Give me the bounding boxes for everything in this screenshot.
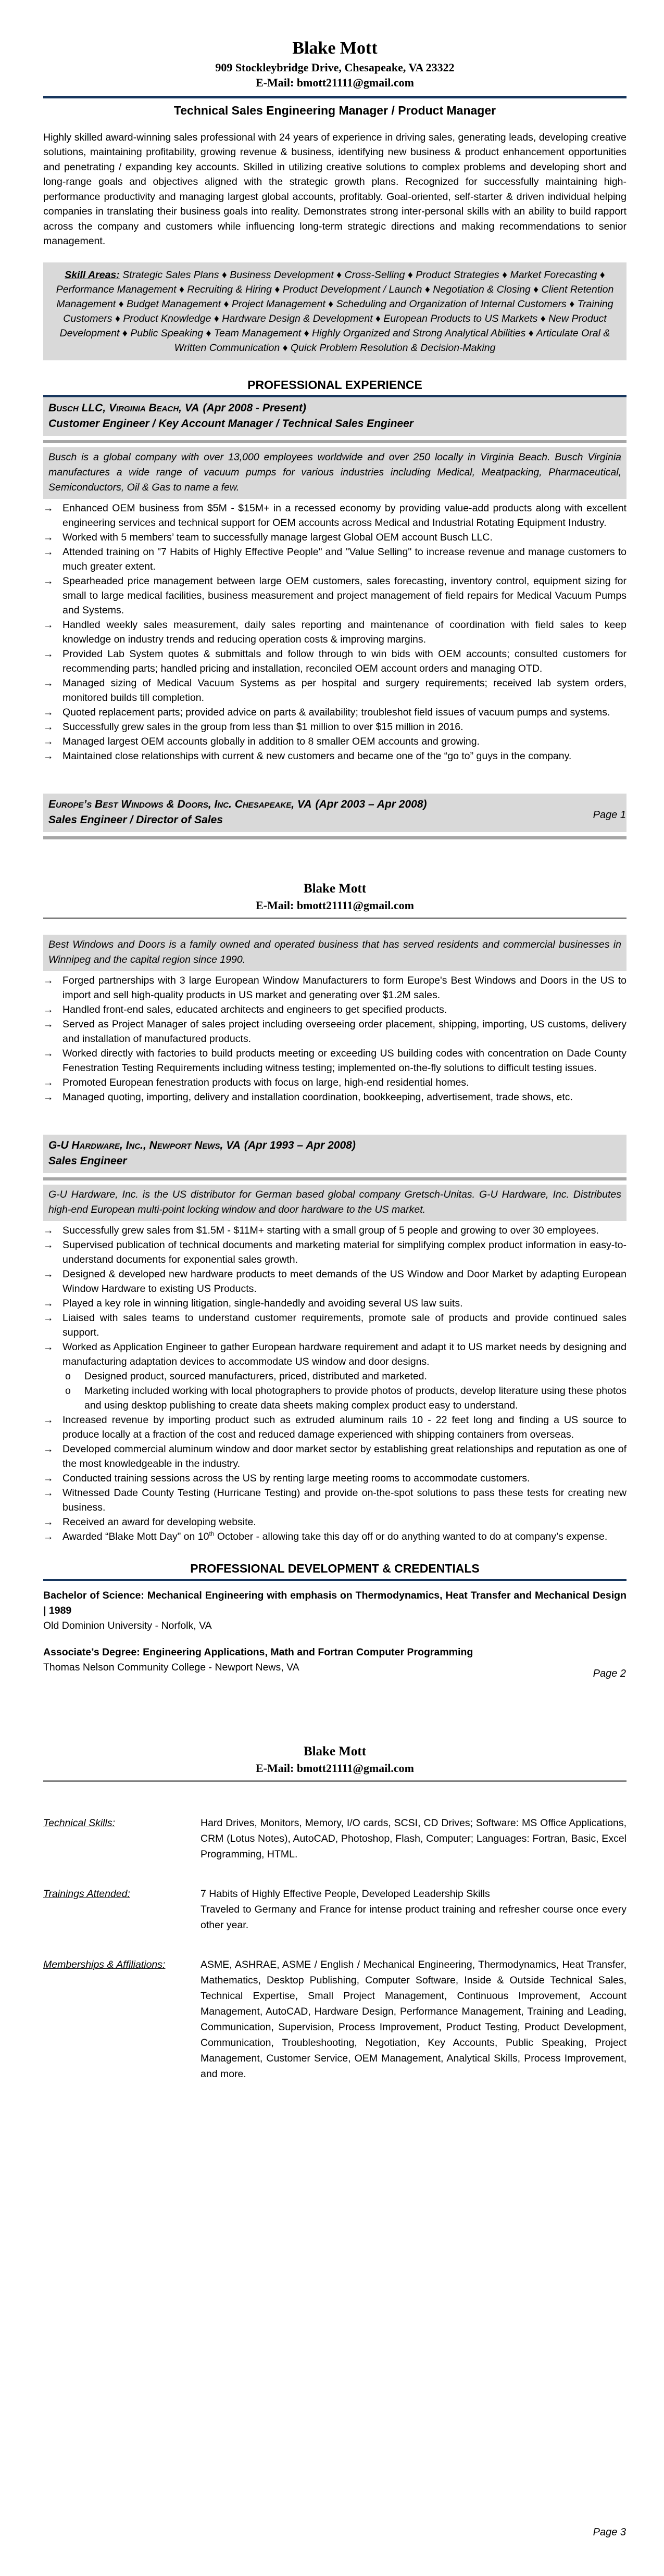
arrow-bullet-icon: → (43, 1019, 54, 1031)
arrow-bullet-icon: → (43, 1312, 54, 1324)
summary-paragraph: Highly skilled award-winning sales professional with 24 years of experience in driving sales, generating leads, developing creative solutions, maintaining profitability, growing revenue & business, identifying new business & product enhancement opportunities and penetrating / expanding key accounts. Skilled in utilizing creative solutions to complex problems and developing short and long-range goals and objectives aligned with the strategic growth plans. Recognized for successfully maintaining high-performance productivity and managing largest global accounts, profitably. Goal-oriented, self-starter & driven individual helping companies in translating their business goals into reality. Demonstrates strong inter-personal skills with an ability to build rapport across the company and customers while influencing long-term strategic directions and making recommendations to senior management. (43, 131, 627, 247)
arrow-bullet-icon: → (43, 546, 54, 558)
trainings-line-1: 7 Habits of Highly Effective People, Developed Leadership Skills (201, 1888, 490, 1900)
list-item: → Worked with 5 members’ team to successfully manage largest Global OEM account Busch LLC. (43, 530, 627, 545)
arrow-bullet-icon: → (43, 1004, 54, 1016)
job-bullet-list (43, 1223, 627, 1544)
resume-email: E-Mail: bmott21111@gmail.com (256, 76, 414, 90)
list-item: → Conducted training sessions across the US by renting large meeting rooms to accommodate customers. (43, 1471, 627, 1486)
job-description: Best Windows and Doors is a family owned and operated business that has served residents and commercial businesses in Winnipeg and the capital region since 1990. (43, 935, 627, 971)
job-busch (43, 397, 627, 763)
list-item: → Promoted European fenestration products with focus on large, high-end residential homes. (43, 1075, 627, 1090)
job-company: Europe’s Best Windows & Doors, Inc. Chesapeake, VA (48, 798, 312, 810)
arrow-bullet-icon: → (43, 1225, 54, 1237)
credentials-label: Trainings Attended: (43, 1888, 130, 1900)
section-heading-credentials: PROFESSIONAL DEVELOPMENT & CREDENTIALS (190, 1562, 480, 1576)
list-item: → Handled weekly sales measurement, daily sales reporting and maintenance of coordination with field sales to keep knowledge on industry trends and reducing operation costs & improving margins. (43, 618, 627, 647)
arrow-bullet-icon: → (43, 502, 54, 514)
job-divider (43, 836, 627, 839)
sub-list-item: o Designed product, sourced manufacturers, priced, distributed and marketed. (65, 1369, 627, 1384)
list-item: → Quoted replacement parts; provided advice on parts & availability; troubleshot field issues of vacuum pumps and systems. (43, 705, 627, 720)
header-rule (43, 96, 627, 98)
job-company-line (48, 400, 621, 416)
credentials-label: Memberships & Affiliations: (43, 1959, 166, 1971)
list-item: → Awarded “Blake Mott Day” on 10th October - allowing take this day off or do anything wanted to do at company’s expense. (43, 1529, 627, 1544)
arrow-bullet-icon: → (43, 1414, 54, 1426)
arrow-bullet-icon: → (43, 1516, 54, 1528)
arrow-bullet-icon: → (43, 1298, 54, 1310)
list-item: → Managed sizing of Medical Vacuum Systems as per hospital and surgery requirements; received lab system orders, monitored builds till completion. (43, 676, 627, 705)
credentials-row-memberships (43, 1957, 627, 2082)
page-number: Page 3 (593, 2527, 626, 2538)
job-divider (43, 440, 627, 443)
section-rule (43, 1579, 627, 1581)
role-title: Technical Sales Engineering Manager / Product Manager (173, 103, 496, 117)
superscript-th: th (209, 1530, 215, 1538)
arrow-bullet-icon: → (43, 1443, 54, 1455)
skill-areas-label: Skill Areas: (65, 269, 120, 281)
page-number: Page 2 (593, 1668, 626, 1679)
list-item: → Designed & developed new hardware products to meet demands of the US Window and Door Market by adapting European Window Hardware to existing US Products. (43, 1267, 627, 1296)
job-bullet-list (43, 501, 627, 763)
resume-address: 909 Stockleybridge Drive, Chesapeake, VA 23322 (215, 60, 455, 74)
list-item: → Maintained close relationships with current & new customers and became one of the “go to” guys in the company. (43, 749, 627, 763)
resume-email: E-Mail: bmott21111@gmail.com (256, 898, 414, 912)
arrow-bullet-icon: → (43, 1341, 54, 1353)
job-gu-hardware (43, 1135, 627, 1544)
credentials-row-trainings (43, 1886, 627, 1933)
list-item: → Successfully grew sales from $1.5M - $11M+ starting with a small group of 5 people and growing to over 30 employees. (43, 1223, 627, 1238)
section-heading-experience: PROFESSIONAL EXPERIENCE (247, 378, 422, 392)
job-dates: (Apr 1993 – Apr 2008) (244, 1139, 356, 1152)
job-title: Sales Engineer (48, 1155, 127, 1167)
job-dates: (Apr 2003 – Apr 2008) (315, 798, 427, 810)
degree-associate: Associate’s Degree: Engineering Applications, Math and Fortran Computer Programming (43, 1647, 473, 1658)
arrow-bullet-icon: → (43, 677, 54, 689)
job-title: Sales Engineer / Director of Sales (48, 813, 223, 826)
list-item: → Successfully grew sales in the group from less than $1 million to over $15 million in 2016. (43, 720, 627, 734)
credentials-label: Technical Skills: (43, 1817, 116, 1829)
credentials-value: ASME, ASHRAE, ASME / English / Mechanical Engineering, Thermodynamics, Heat Transfer, Mathematics, Desktop Publishing, Computer Software, Inside & Outside Technical Sales, Technical Expertise, Small Project Management, Continuous Improvement, Account Management, AutoCAD, Hardware Design, Performance Management, Training and Leading, Communication, Supervision, Process Improvement, Product Testing, Product Development, Communication, Troubleshooting, Negotiation, Key Accounts, Public Speaking, Project Management, Customer Service, OEM Management, Analytical Skills, Process Improvement, and more. (201, 1959, 627, 2080)
page-number: Page 1 (593, 809, 626, 821)
arrow-bullet-icon: → (43, 735, 54, 747)
job-company: Busch LLC, Virginia Beach, VA (48, 401, 199, 414)
list-item: → Increased revenue by importing product such as extruded aluminum rails 10 - 22 feet long and finding a US source to produce locally at a fraction of the cost and reduced damage experienced with shipping containers from overseas. (43, 1413, 627, 1442)
list-item: → Supervised publication of technical documents and marketing material for simplifying complex product information in easy-to-understand documents for exponential sales growth. (43, 1238, 627, 1267)
arrow-bullet-icon: → (43, 531, 54, 543)
job-description: Busch is a global company with over 13,000 employees worldwide and over 250 locally in Virginia Beach. Busch Virginia manufactures a wide range of vacuum pumps for various industries including Medical, Meatpacking, Pharmaceutical, Semiconductors, Oil & Gas to name a few. (43, 447, 627, 499)
arrow-bullet-icon: → (43, 975, 54, 987)
list-item: → Worked as Application Engineer to gather European hardware requirement and adapt it to US market needs by designing and manufacturing adaptation devices to accommodate US window and door designs. (43, 1340, 627, 1369)
job-description: G-U Hardware, Inc. is the US distributor for German based global company Gretsch-Unitas. G-U Hardware, Inc. Distributes high-end European multi-point locking window and door hardware to the US market. (43, 1185, 627, 1221)
arrow-bullet-icon: → (43, 1048, 54, 1060)
school-thomas-nelson: Thomas Nelson Community College - Newport News, VA (43, 1662, 299, 1674)
list-item: → Enhanced OEM business from $5M - $15M+ in a recessed economy by providing value-add products along with excellent engineering services and technical support for OEM accounts across Medical and Industrial Rotating Equipment Industry. (43, 501, 627, 530)
skill-areas-block (43, 262, 627, 360)
job-company-line (48, 1138, 621, 1153)
trainings-line-2: Traveled to Germany and France for intense product training and refresher course once every other year. (201, 1904, 627, 1931)
page-3 (0, 1717, 664, 2576)
list-item: → Spearheaded price management between large OEM customers, sales forecasting, inventory control, equipment sizing for small to large medical facilities, business measurement and project management of field repairs for Medical Vacuum Pumps and Systems. (43, 574, 627, 618)
circle-bullet-icon: o (65, 1371, 71, 1383)
list-item: → Developed commercial aluminum window and door market sector by establishing great relationships and reputation as one of the most knowledgeable in the industry. (43, 1442, 627, 1471)
arrow-bullet-icon: → (43, 1268, 54, 1280)
resume-name: Blake Mott (292, 39, 378, 58)
arrow-bullet-icon: → (43, 1531, 54, 1543)
list-item: → Attended training on "7 Habits of Highly Effective People" and "Value Selling" to increase revenue and manage customers to much greater extent. (43, 545, 627, 574)
arrow-bullet-icon: → (43, 648, 54, 660)
arrow-bullet-icon: → (43, 1487, 54, 1499)
arrow-bullet-icon: → (43, 1077, 54, 1089)
job-company-line (48, 797, 621, 812)
page-1 (0, 0, 664, 859)
list-item: → Managed largest OEM accounts globally in addition to 8 smaller OEM accounts and growing. (43, 734, 627, 749)
degree-bachelor: Bachelor of Science: Mechanical Engineering with emphasis on Thermodynamics, Heat Transfer and Mechanical Design | 1989 (43, 1590, 627, 1617)
circle-bullet-icon: o (65, 1385, 71, 1397)
arrow-bullet-icon: → (43, 1473, 54, 1485)
header-rule (43, 1780, 627, 1782)
list-item: → Handled front-end sales, educated architects and engineers to get specified products. (43, 1002, 627, 1017)
job-header (43, 1135, 627, 1173)
list-item: → Managed quoting, importing, delivery and installation coordination, bookkeeping, advertisement, trade shows, etc. (43, 1090, 627, 1104)
job-dates: (Apr 2008 - Present) (203, 401, 306, 414)
list-item: → Liaised with sales teams to understand customer requirements, promote sale of products and provide continued sales support. (43, 1311, 627, 1340)
school-old-dominion: Old Dominion University - Norfolk, VA (43, 1620, 212, 1632)
arrow-bullet-icon: → (43, 1239, 54, 1251)
job-company: G-U Hardware, Inc., Newport News, VA (48, 1139, 241, 1152)
job-header (43, 397, 627, 436)
list-item: → Served as Project Manager of sales project including overseeing order placement, shipping, importing, US customs, delivery and installation of manufactured products. (43, 1017, 627, 1046)
skill-areas-text: Strategic Sales Plans ♦ Business Development ♦ Cross-Selling ♦ Product Strategies ♦ Market Forecasting ♦ Performance Management ♦ Recruiting & Hiring ♦ Product Development / Launch ♦ Negotiation & Closing ♦ Client Retention Management ♦ Budget Management ♦ Project Management ♦ Scheduling and Organization of Internal Customers ♦ Training Customers ♦ Product Knowledge ♦ Hardware Design & Development ♦ European Products to US Markets ♦ New Product Development ♦ Public Speaking ♦ Team Management ♦ Highly Organized and Strong Analytical Abilities ♦ Articulate Oral & Written Communication ♦ Quick Problem Resolution & Decision-Making (56, 269, 614, 354)
job-title: Customer Engineer / Key Account Manager / Technical Sales Engineer (48, 417, 414, 430)
arrow-bullet-icon: → (43, 619, 54, 631)
job-divider (43, 1177, 627, 1180)
resume-email: E-Mail: bmott21111@gmail.com (256, 1761, 414, 1775)
resume-name: Blake Mott (303, 882, 367, 896)
header-rule (43, 918, 627, 919)
sub-list-item: o Marketing included working with local photographers to provide photos of products, develop literature using these photos and using desktop publishing to create data sheets making complex product easy to understand. (65, 1384, 627, 1413)
page-2 (0, 859, 664, 1717)
list-item: → Worked directly with factories to build products meeting or exceeding US building codes with concentration on Dade County Fenestration Testing Requirements including witness testing; implemented on-the-fly solutions to difficult testing issues. (43, 1046, 627, 1075)
job-header (43, 794, 627, 832)
list-item: → Received an award for developing website. (43, 1515, 627, 1529)
arrow-bullet-icon: → (43, 575, 54, 587)
credentials-value: Hard Drives, Monitors, Memory, I/O cards, SCSI, CD Drives; Software: MS Office Applications, CRM (Lotus Notes), AutoCAD, Photoshop, Flash, Computer; Languages: Fortran, Basic, Excel Programming, HTML. (201, 1817, 627, 1861)
list-item: → Witnessed Dade County Testing (Hurricane Testing) and provide on-the-spot solutions to pass these tests for creating new business. (43, 1486, 627, 1515)
arrow-bullet-icon: → (43, 721, 54, 733)
arrow-bullet-icon: → (43, 706, 54, 718)
job-bullet-list (43, 973, 627, 1104)
list-item: → Forged partnerships with 3 large European Window Manufacturers to form Europe's Best Windows and Doors in the US to import and sell high-quality products in US market and generating over $1.2M sales. (43, 973, 627, 1002)
arrow-bullet-icon: → (43, 750, 54, 762)
credentials-value (201, 1886, 627, 1933)
list-item: → Provided Lab System quotes & submittals and follow through to win bids with OEM accounts; consulted customers for recommending parts; handled pricing and installation, reconciled OEM account orders and managing OTD. (43, 647, 627, 676)
resume-name: Blake Mott (303, 1744, 367, 1758)
job-europes-best-header (43, 794, 627, 839)
arrow-bullet-icon: → (43, 1091, 54, 1103)
credentials-row-technical-skills (43, 1815, 627, 1862)
list-item: → Played a key role in winning litigation, single-handedly and avoiding several US law suits. (43, 1296, 627, 1311)
